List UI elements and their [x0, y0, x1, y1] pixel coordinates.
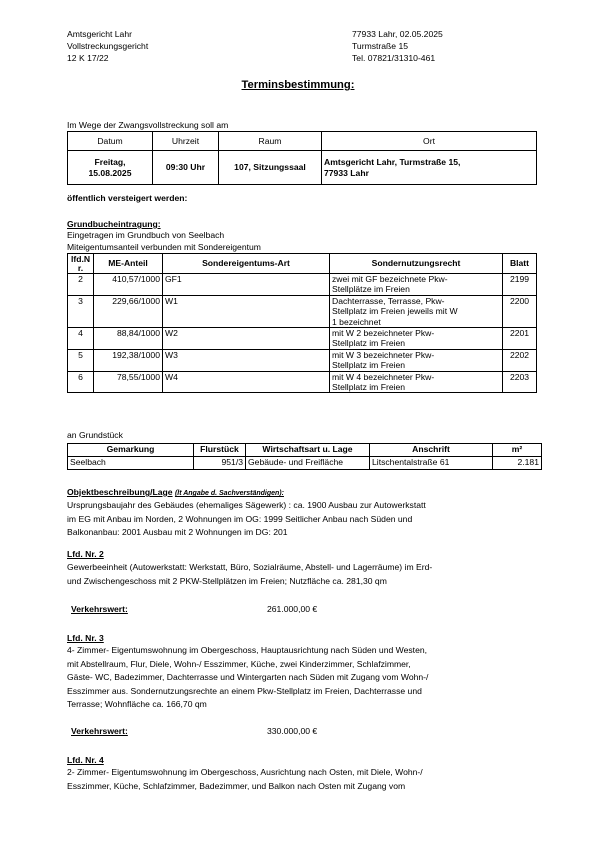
objekt-description — [67, 499, 537, 540]
grundbuch-line2: Miteigentumsanteil verbunden mit Sondereigentum — [67, 242, 261, 252]
lfd3-verkehrswert: 330.000,00 € — [267, 726, 318, 736]
table-row — [68, 295, 537, 327]
row-right-line: 1 bezeichnet — [332, 316, 381, 327]
row-me-share: 410,57/1000 — [94, 274, 163, 296]
row-type: GF1 — [163, 274, 330, 296]
row-sheet: 2200 — [503, 295, 537, 327]
lfd4-line: 2- Zimmer- Eigentumswohnung im Obergeschoss, Ausrichtung nach Osten, mit Diele, Wohn-/ — [67, 767, 423, 777]
lfd4-heading: Lfd. Nr. 4 — [67, 755, 104, 765]
court-address-block — [67, 28, 148, 65]
termin-place — [322, 151, 537, 185]
court-phone: Tel. 07821/31310-461 — [352, 53, 436, 64]
row-type: W2 — [163, 328, 330, 350]
termin-time: 09:30 Uhr — [153, 151, 219, 185]
court-name: Amtsgericht Lahr — [67, 29, 132, 39]
grundstueck-table — [67, 443, 542, 470]
lfd2-line: Gewerbeeinheit (Autowerkstatt: Werkstatt, Büro, Sozialräume, Abstell- und Lagerräume) im Erd- — [67, 562, 433, 572]
termin-date — [68, 151, 153, 185]
grundbuch-header-me: ME-Anteil — [94, 254, 163, 274]
termin-place-line1: Amtsgericht Lahr, Turmstraße 15, — [324, 157, 461, 168]
grundstueck-flurstueck: 951/3 — [194, 457, 246, 470]
lfd2-verkehrswert: 261.000,00 € — [267, 604, 318, 614]
grundbuch-header-recht: Sondernutzungsrecht — [330, 254, 503, 274]
lfd4-description — [67, 766, 537, 793]
termin-weekday: Freitag, — [94, 157, 126, 168]
row-sheet: 2202 — [503, 349, 537, 371]
grundbuch-header-blatt: Blatt — [503, 254, 537, 274]
lfd2-description — [67, 561, 537, 588]
termin-room: 107, Sitzungssaal — [219, 151, 322, 185]
row-nr: 2 — [68, 274, 94, 296]
termin-header-room: Raum — [219, 132, 322, 151]
row-me-share: 192,38/1000 — [94, 349, 163, 371]
lfd2-line: und Zwischengeschoss mit 2 PKW-Stellplätzen im Freien; Nutzfläche ca. 281,30 qm — [67, 575, 387, 586]
row-nr: 3 — [68, 295, 94, 327]
lfd4-line: Esszimmer, Küche, Schlafzimmer, Badezimmer, und Balkon nach Osten mit Zugang vom — [67, 780, 406, 791]
grundstueck-anschrift: Litschentalstraße 61 — [370, 457, 493, 470]
row-right-line: zwei mit GF bezeichnete Pkw- — [332, 274, 448, 284]
grundbuch-heading: Grundbucheintragung: — [67, 219, 161, 229]
row-type: W1 — [163, 295, 330, 327]
row-right-line: Stellplatz im Freien — [332, 338, 406, 349]
row-right-line: Stellplätze im Freien — [332, 284, 410, 295]
court-department: Vollstreckungsgericht — [67, 41, 149, 52]
table-row — [68, 457, 542, 470]
row-right — [330, 274, 503, 296]
row-right-line: Stellplatz im Freien jeweils mit W — [332, 306, 458, 317]
court-street: Turmstraße 15 — [352, 41, 409, 52]
row-nr: 5 — [68, 349, 94, 371]
lfd3-description — [67, 644, 537, 712]
row-nr: 4 — [68, 328, 94, 350]
lfd3-line: mit Abstellraum, Flur, Diele, Wohn-/ Esszimmer, Küche, zwei Kinderzimmer, Schlafzimmer, — [67, 658, 411, 669]
grundstueck-area: 2.181 — [493, 457, 542, 470]
grundstueck-label: an Grundstück — [67, 430, 123, 440]
page-title: Terminsbestimmung: — [241, 79, 355, 91]
lfd3-line: 4- Zimmer- Eigentumswohnung im Obergeschoss, Hauptausrichtung nach Süden und Westen, — [67, 645, 428, 655]
row-me-share: 78,55/1000 — [94, 371, 163, 393]
objekt-heading: Objektbeschreibung/Lage — [67, 487, 173, 497]
objekt-heading-line — [67, 487, 284, 499]
table-row — [68, 328, 537, 350]
lfd3-verkehrswert-label: Verkehrswert: — [71, 726, 128, 736]
grundstueck-header-wirtschaftsart: Wirtschaftsart u. Lage — [246, 444, 370, 457]
grundstueck-header-gemarkung: Gemarkung — [68, 444, 194, 457]
grundstueck-header-area: m² — [493, 444, 542, 457]
lfd2-heading: Lfd. Nr. 2 — [67, 549, 104, 559]
termin-date-value: 15.08.2025 — [88, 167, 132, 178]
row-type: W3 — [163, 349, 330, 371]
lfd3-heading: Lfd. Nr. 3 — [67, 633, 104, 643]
row-me-share: 88,84/1000 — [94, 328, 163, 350]
termin-header-date: Datum — [68, 132, 153, 151]
grundstueck-header-anschrift: Anschrift — [370, 444, 493, 457]
row-type: W4 — [163, 371, 330, 393]
court-contact-block — [352, 28, 443, 65]
row-right-line: Stellplatz im Freien — [332, 382, 406, 393]
row-me-share: 229,66/1000 — [94, 295, 163, 327]
lfd3-line: Terrasse; Wohnfläche ca. 166,70 qm — [67, 699, 207, 709]
lfd3-line: Esszimmer aus. Sondernutzungsrechte an einem Pkw-Stellplatz im Freien, Dachterrasse und — [67, 685, 422, 696]
auction-statement: öffentlich versteigert werden: — [67, 193, 188, 203]
objekt-line: Ursprungsbaujahr des Gebäudes (ehemaliges Sägewerk) : ca. 1900 Ausbau zur Autowerkstatt — [67, 500, 426, 510]
lfd2-verkehrswert-label: Verkehrswert: — [71, 604, 128, 614]
objekt-line: Balkonanbau: 2001 Ausbau mit 2 Wohnungen im DG: 201 — [67, 527, 288, 537]
lfd3-line: Gäste- WC, Badezimmer, Dachterrasse und Wintergarten nach Süden mit Zugang vom Wohn-/ — [67, 672, 429, 682]
grundbuch-header-nr: lfd.N r. — [68, 254, 94, 274]
row-sheet: 2199 — [503, 274, 537, 296]
row-right — [330, 349, 503, 371]
termin-header-time: Uhrzeit — [153, 132, 219, 151]
row-nr: 6 — [68, 371, 94, 393]
objekt-note: (lt Angabe d. Sachverständigen): — [174, 490, 284, 497]
grundstueck-wirtschaftsart: Gebäude- und Freifläche — [246, 457, 370, 470]
grundbuch-header-art: Sondereigentums-Art — [163, 254, 330, 274]
row-right — [330, 295, 503, 327]
termin-place-line2: 77933 Lahr — [324, 167, 369, 178]
row-sheet: 2201 — [503, 328, 537, 350]
row-right-line: Stellplatz im Freien — [332, 360, 406, 371]
row-sheet: 2203 — [503, 371, 537, 393]
grundbuch-line1: Eingetragen im Grundbuch von Seelbach — [67, 230, 225, 240]
place-date: 77933 Lahr, 02.05.2025 — [352, 29, 443, 39]
grundstueck-gemarkung: Seelbach — [68, 457, 194, 470]
row-right-line: mit W 2 bezeichneter Pkw- — [332, 328, 435, 339]
grundstueck-header-flurstueck: Flurstück — [194, 444, 246, 457]
termin-table — [67, 131, 537, 185]
row-right-line: mit W 4 bezeichneter Pkw- — [332, 371, 435, 382]
grundbuch-table — [67, 253, 537, 393]
row-right — [330, 328, 503, 350]
intro-text: Im Wege der Zwangsvollstreckung soll am — [67, 120, 229, 130]
table-row — [68, 371, 537, 393]
table-row — [68, 274, 537, 296]
case-number: 12 K 17/22 — [67, 53, 109, 64]
row-right-line: Dachterrasse, Terrasse, Pkw- — [332, 295, 445, 306]
termin-header-place: Ort — [322, 132, 537, 151]
objekt-line: im EG mit Anbau im Norden, 2 Wohnungen im OG: 1999 Seitlicher Anbau nach Süden und — [67, 513, 413, 524]
row-right-line: mit W 3 bezeichneter Pkw- — [332, 349, 435, 360]
row-right — [330, 371, 503, 393]
table-row — [68, 349, 537, 371]
